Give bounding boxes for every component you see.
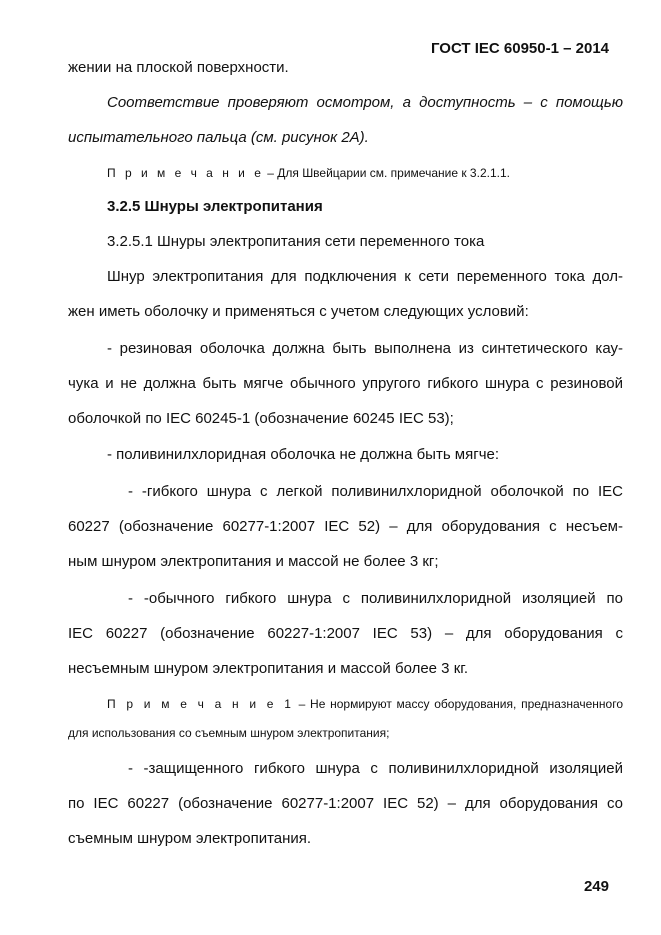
note-label: П р и м е ч а н и е [107, 166, 264, 180]
sublist-item-line: 60227 (обозначение 60277-1:2007 IEC 52) – для оборудования с несъем- [68, 518, 623, 535]
section-heading: 3.2.5 Шнуры электропитания [107, 198, 323, 215]
list-item-line: - поливинилхлоридная оболочка не должна быть мягче: [107, 446, 500, 463]
sublist-item-line: - -защищенного гибкого шнура с поливинилхлоридной изоляцией [128, 760, 623, 777]
paragraph-line: Соответствие проверяют осмотром, а доступность – с помощью [107, 94, 623, 111]
standard-header: ГОСТ IEC 60950-1 – 2014 [430, 40, 609, 57]
sublist-item-line: ным шнуром электропитания и массой не более 3 кг; [68, 553, 439, 570]
paragraph-line: испытательного пальца (см. рисунок 2А). [68, 129, 369, 146]
sublist-item-line: IEC 60227 (обозначение 60227-1:2007 IEC 53) – для оборудования с [68, 625, 623, 642]
note-text: – Не нормируют массу оборудования, предназначенного [298, 697, 623, 711]
sublist-item-line: по IEC 60227 (обозначение 60277-1:2007 IEC 52) – для оборудования со [68, 795, 623, 812]
note-line [107, 697, 623, 712]
list-item-line: чука и не должна быть мягче обычного упругого гибкого шнура с резиновой [68, 375, 623, 392]
note-label: П р и м е ч а н и е 1 [107, 697, 294, 711]
subsection-heading: 3.2.5.1 Шнуры электропитания сети переменного тока [107, 233, 485, 250]
note-line: для использования со съемным шнуром электропитания; [68, 726, 390, 740]
paragraph-line: Шнур электропитания для подключения к сети переменного тока дол- [107, 268, 623, 285]
paragraph-line: жении на плоской поверхности. [68, 59, 289, 76]
sublist-item-line: - -обычного гибкого шнура с поливинилхлоридной изоляцией по [128, 590, 623, 607]
sublist-item-line: съемным шнуром электропитания. [68, 830, 312, 847]
list-item-line: - резиновая оболочка должна быть выполнена из синтетического кау- [107, 340, 623, 357]
paragraph-line: жен иметь оболочку и применяться с учетом следующих условий: [68, 303, 529, 320]
note-line [107, 166, 623, 181]
list-item-line: оболочкой по IEC 60245-1 (обозначение 60245 IEC 53); [68, 410, 454, 427]
sublist-item-line: - -гибкого шнура с легкой поливинилхлоридной оболочкой по IEC [128, 483, 623, 500]
page-number: 249 [583, 878, 609, 895]
sublist-item-line: несъемным шнуром электропитания и массой более 3 кг. [68, 660, 469, 677]
note-text: – Для Швейцарии см. примечание к 3.2.1.1. [267, 166, 510, 180]
